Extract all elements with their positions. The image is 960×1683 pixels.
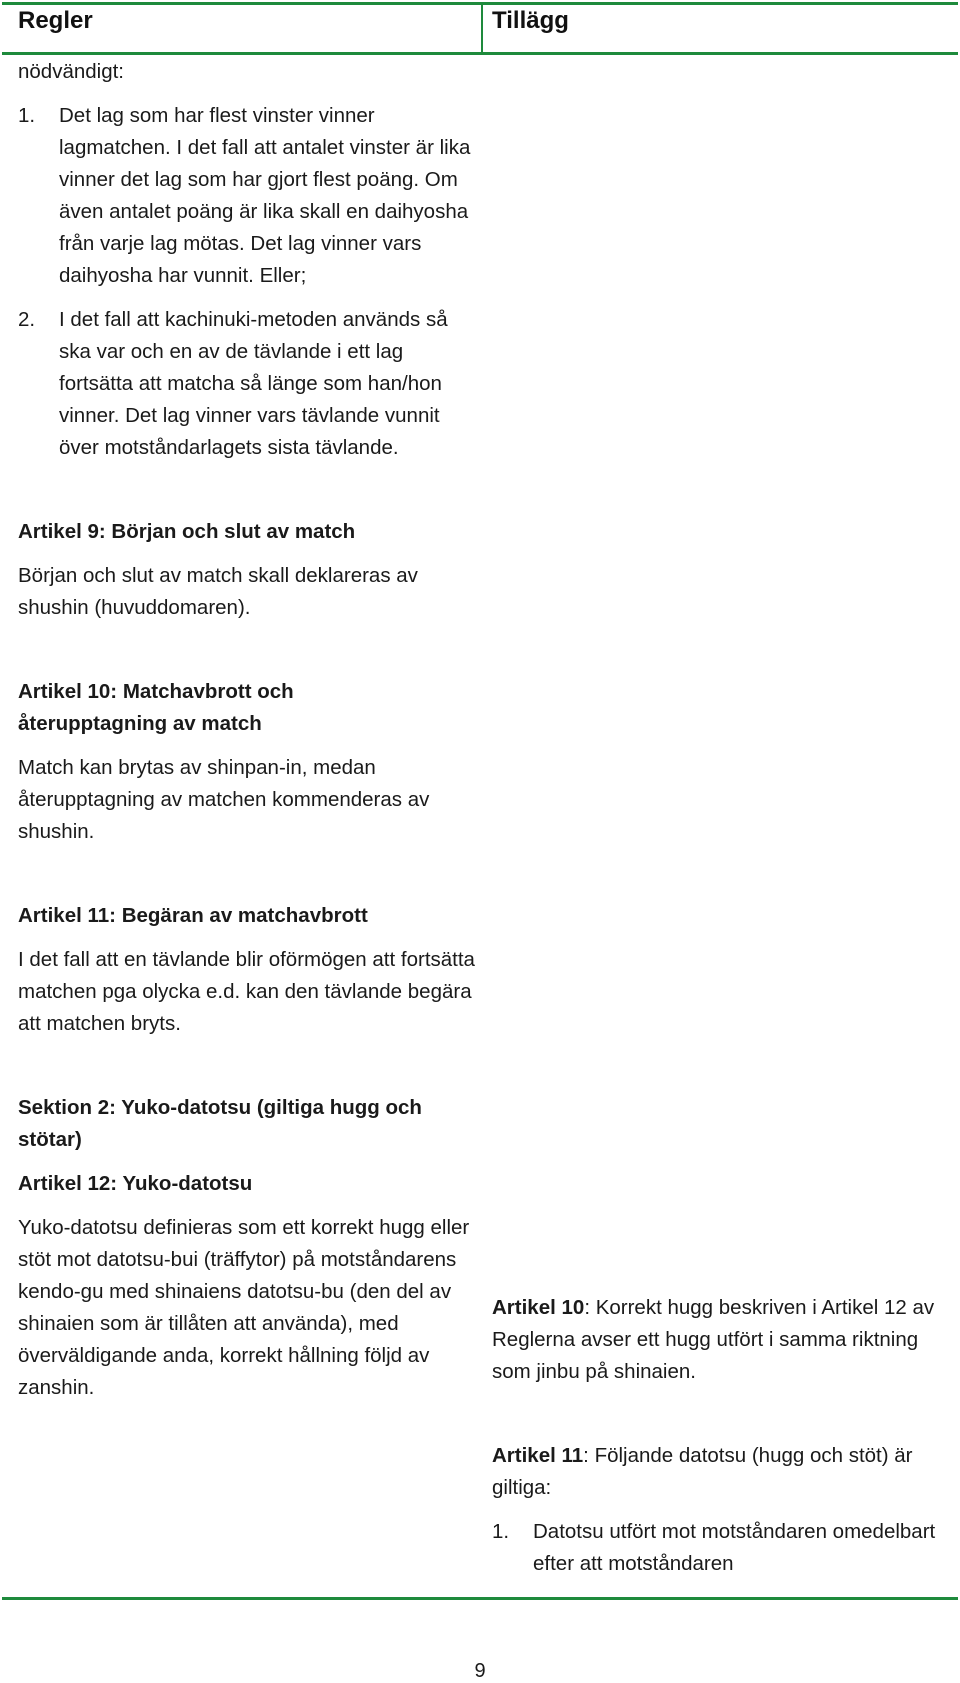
article-12-heading: Artikel 12: Yuko-datotsu <box>18 1172 253 1195</box>
list-text: I det fall att kachinuki-metoden används så ska var och en av de tävlande i ett lag fortsätta att matcha så länge som han/hon vinner. Det lag vinner vars tävlande vunnit över motståndarlagets sista tävlande. <box>59 308 448 459</box>
additions-column <box>492 1292 940 1580</box>
list-number: 2. <box>18 308 36 331</box>
list-item <box>18 304 476 464</box>
list-text: Datotsu utfört mot motståndaren omedelbart efter att motståndaren <box>533 1520 936 1575</box>
list-item <box>18 100 476 292</box>
addition-article-10-text: : Korrekt hugg beskriven i Artikel 12 av Reglerna avser ett hugg utfört i samma riktning som jinbu på shinaien. <box>492 1296 935 1383</box>
list-text: Det lag som har flest vinster vinner lagmatchen. I det fall att antalet vinster är lika vinner det lag som har gjort flest poäng. Om även antalet poäng är lika skall en daihyosha från varje lag mötas. Det lag vinner vars daihyosha har vunnit. Eller; <box>59 104 471 287</box>
additions-list <box>492 1516 940 1580</box>
top-rule <box>2 2 958 5</box>
article-9-text: Början och slut av match skall deklareras av shushin (huvuddomaren). <box>18 564 418 619</box>
article-12-text: Yuko-datotsu definieras som ett korrekt hugg eller stöt mot datotsu-bui (träffytor) på motståndarens kendo-gu med shinaiens datotsu-bu (den del av shinaien som är tillåten att använda), med överväldigande anda, korrekt hållning följd av zanshin. <box>18 1216 470 1399</box>
list-item <box>492 1516 940 1580</box>
header-regler: Regler <box>18 7 93 34</box>
addition-article-11-label: Artikel 11 <box>492 1444 584 1467</box>
column-divider <box>481 2 483 54</box>
page-number: 9 <box>474 1660 486 1682</box>
article-11-heading: Artikel 11: Begäran av matchavbrott <box>18 904 368 927</box>
list-number: 1. <box>18 104 36 127</box>
article-10-text: Match kan brytas av shinpan-in, medan återupptagning av matchen kommenderas av shushin. <box>18 756 430 843</box>
article-9-heading: Artikel 9: Början och slut av match <box>18 520 356 543</box>
rules-list <box>18 100 476 464</box>
intro-text: nödvändigt: <box>18 60 125 83</box>
addition-article-11-text: : Följande datotsu (hugg och stöt) är giltiga: <box>492 1444 913 1499</box>
addition-article-10-label: Artikel 10 <box>492 1296 585 1319</box>
article-10-heading: Artikel 10: Matchavbrott och återupptagning av match <box>18 680 294 735</box>
list-number: 1. <box>492 1520 510 1543</box>
bottom-rule <box>2 1597 958 1600</box>
rules-column <box>18 54 476 1404</box>
section-2-heading: Sektion 2: Yuko-datotsu (giltiga hugg och stötar) <box>18 1096 422 1151</box>
addition-article-10 <box>492 1292 940 1388</box>
addition-article-11 <box>492 1440 940 1504</box>
header-tillagg: Tillägg <box>492 7 569 34</box>
article-11-text: I det fall att en tävlande blir oförmögen att fortsätta matchen pga olycka e.d. kan den tävlande begära att matchen bryts. <box>18 948 475 1035</box>
